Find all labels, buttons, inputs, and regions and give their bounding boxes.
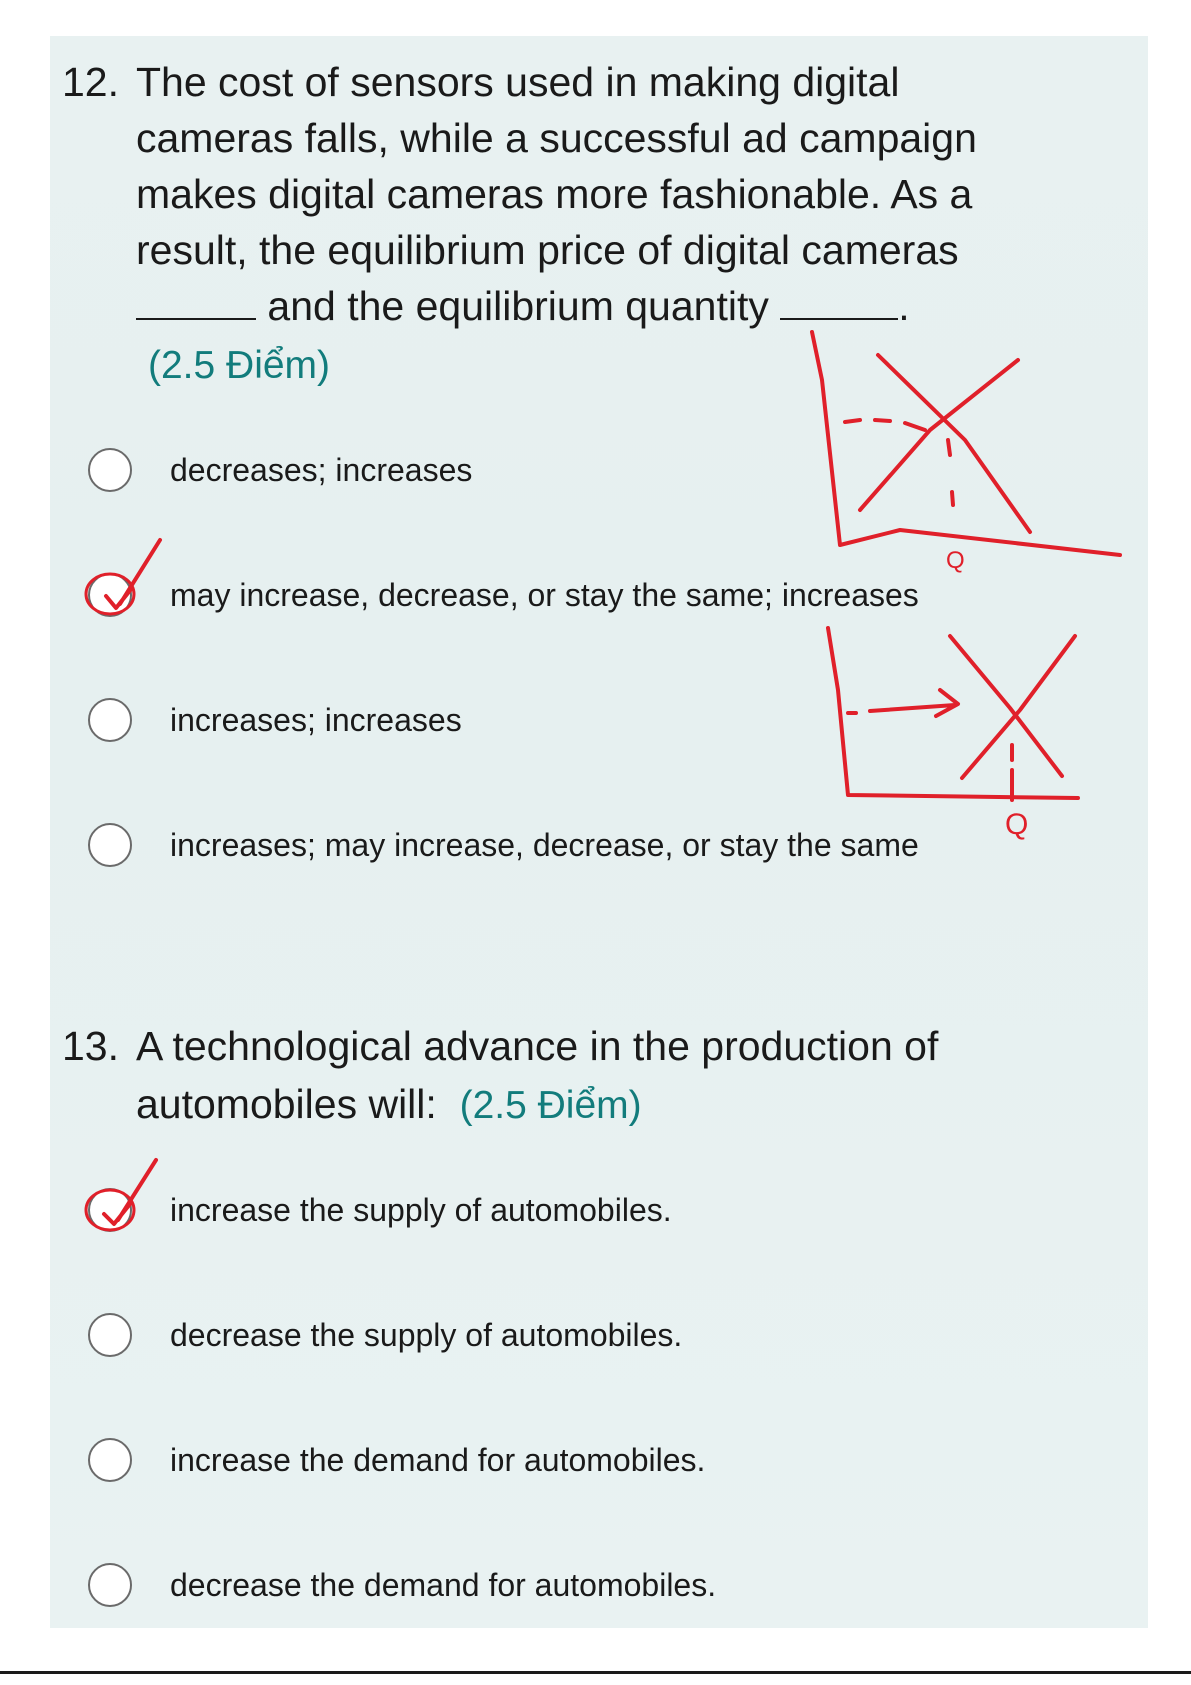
q13-option-2[interactable] bbox=[88, 1305, 682, 1365]
graph-2-quantity-label: Q bbox=[1005, 808, 1029, 841]
question-12-text-line-5 bbox=[136, 278, 910, 334]
question-12-text-end: . bbox=[898, 283, 910, 329]
q13-option-4[interactable] bbox=[88, 1555, 716, 1615]
question-12-text-line-4: result, the equilibrium price of digital cameras bbox=[136, 227, 959, 273]
question-12-text-line-3: makes digital cameras more fashionable. As a bbox=[136, 171, 973, 217]
question-13-number: 13. bbox=[62, 1023, 119, 1069]
option-label: decrease the supply of automobiles. bbox=[170, 1316, 683, 1353]
question-12-text-line-2: cameras falls, while a successful ad campaign bbox=[136, 115, 977, 161]
radio-button[interactable] bbox=[88, 1563, 132, 1607]
radio-button[interactable] bbox=[88, 1438, 132, 1482]
option-label: increase the supply of automobiles. bbox=[170, 1191, 672, 1228]
q12-option-4[interactable] bbox=[88, 815, 919, 875]
answer-blank bbox=[780, 278, 898, 320]
question-12-number: 12. bbox=[62, 59, 119, 105]
radio-button[interactable] bbox=[88, 698, 132, 742]
answer-blank bbox=[136, 278, 256, 320]
question-13-points: (2.5 Điểm) bbox=[459, 1084, 642, 1127]
option-label: increases; may increase, decrease, or stay the same bbox=[170, 826, 919, 863]
bottom-rule bbox=[0, 1671, 1191, 1674]
q12-option-1[interactable] bbox=[88, 440, 472, 500]
question-13-text-line-1: A technological advance in the production of bbox=[136, 1023, 939, 1069]
question-12-text-line-1: The cost of sensors used in making digital bbox=[136, 59, 900, 105]
radio-button[interactable] bbox=[88, 1188, 132, 1232]
radio-button[interactable] bbox=[88, 1313, 132, 1357]
option-label: increase the demand for automobiles. bbox=[170, 1441, 706, 1478]
q13-option-3[interactable] bbox=[88, 1430, 705, 1490]
option-label: decreases; increases bbox=[170, 451, 473, 488]
radio-button[interactable] bbox=[88, 448, 132, 492]
question-13-text-line-2 bbox=[136, 1076, 642, 1134]
option-label: increases; increases bbox=[170, 701, 462, 738]
q13-option-1[interactable] bbox=[88, 1180, 672, 1240]
question-12-points: (2.5 Điểm) bbox=[148, 344, 331, 387]
question-12-text-mid: and the equilibrium quantity bbox=[267, 283, 769, 329]
graph-1-quantity-label: Q bbox=[946, 547, 965, 574]
q12-option-3[interactable] bbox=[88, 690, 462, 750]
radio-button[interactable] bbox=[88, 573, 132, 617]
question-13-text-line-2-main: automobiles will: bbox=[136, 1081, 437, 1127]
option-label: may increase, decrease, or stay the same; increases bbox=[170, 576, 919, 613]
option-label: decrease the demand for automobiles. bbox=[170, 1566, 717, 1603]
radio-button[interactable] bbox=[88, 823, 132, 867]
q12-option-2[interactable] bbox=[88, 565, 919, 625]
